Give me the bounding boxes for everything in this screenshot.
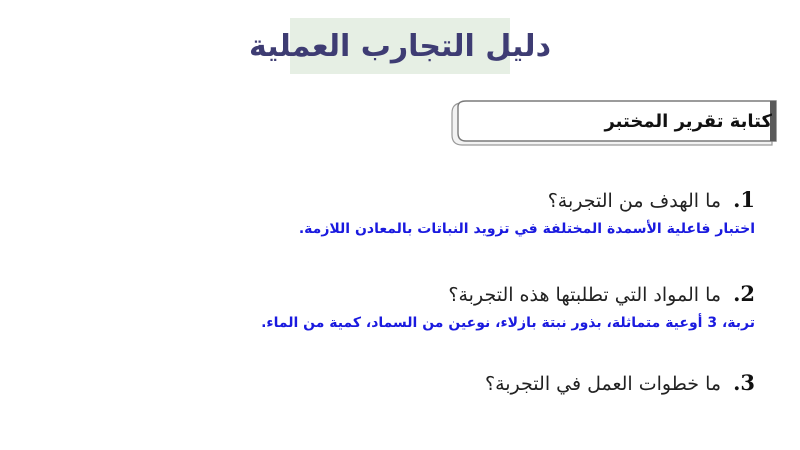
question-2	[448, 281, 755, 306]
question-number: 3.	[733, 370, 755, 395]
page-title: دليل التجارب العملية	[249, 28, 551, 64]
question-number: 1.	[733, 187, 755, 212]
answer-1: اختبار فاعلية الأسمدة المختلفة في تزويد النباتات بالمعادن اللازمة.	[298, 221, 755, 237]
question-text: ما المواد التي تطلبتها هذه التجربة؟	[448, 284, 722, 306]
question-3	[485, 370, 755, 395]
question-text: ما خطوات العمل في التجربة؟	[484, 373, 722, 395]
question-text: ما الهدف من التجربة؟	[547, 190, 722, 212]
question-number: 2.	[733, 281, 755, 306]
section-heading: كتابة تقرير المختبر	[604, 111, 772, 132]
question-1	[548, 187, 755, 212]
section-tab	[450, 99, 782, 149]
page-title-banner	[249, 18, 551, 74]
answer-2: تربة، 3 أوعية متماثلة، بذور نبتة بازلاء، نوعين من السماد، كمية من الماء.	[261, 315, 755, 331]
